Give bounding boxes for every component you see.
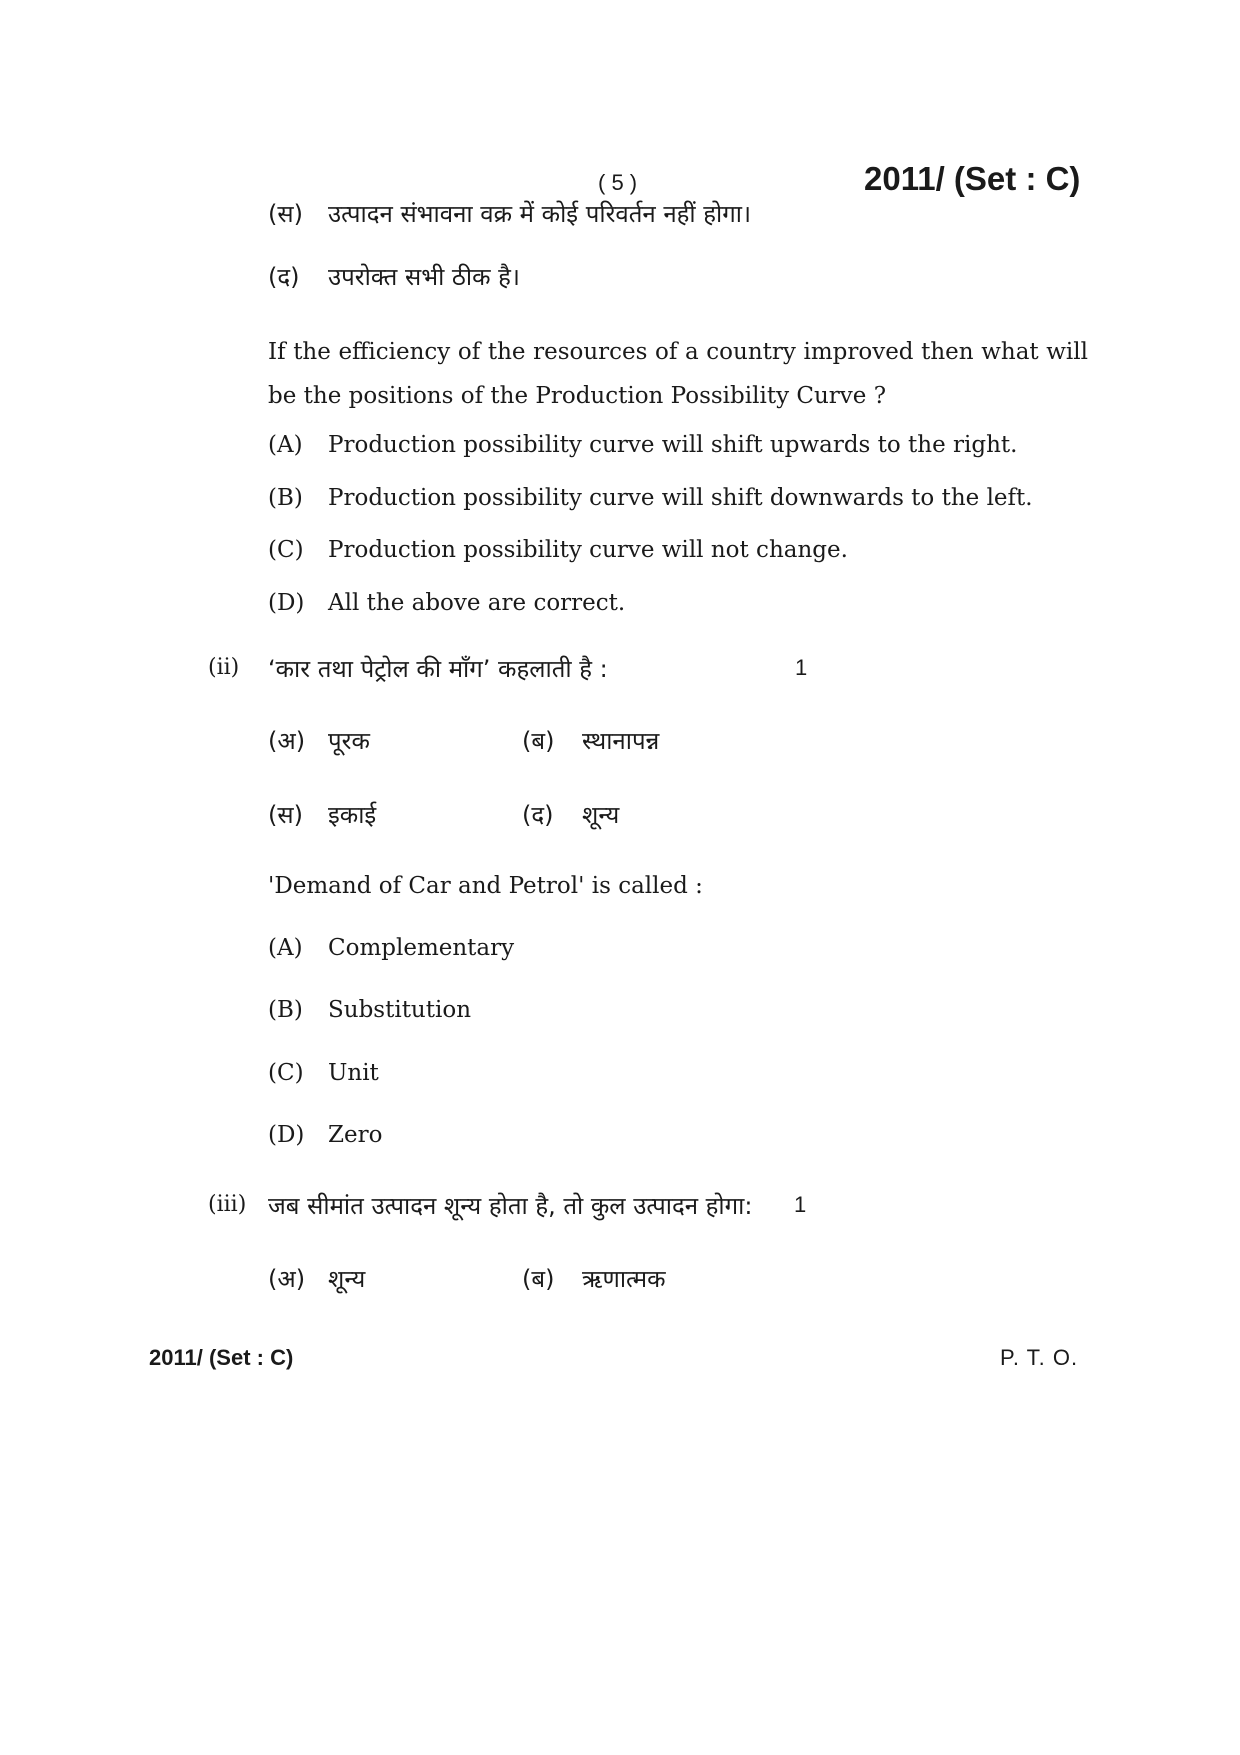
option-label: (B)	[268, 997, 303, 1023]
option-label: (द)	[522, 801, 554, 829]
option-label: (D)	[268, 590, 305, 616]
prev-english-option-c	[268, 537, 848, 563]
footer-pto: P. T. O.	[1000, 1345, 1079, 1370]
option-label: (A)	[268, 432, 303, 458]
prev-english-option-d	[268, 590, 625, 616]
option-text: ऋणात्मक	[582, 1265, 666, 1293]
option-text: Production possibility curve will shift upwards to the right.	[328, 432, 1018, 458]
question-iii-hindi-text: जब सीमांत उत्पादन शून्य होता है, तो कुल उत्पादन होगा:	[268, 1192, 753, 1220]
question-ii-english-option-b	[268, 997, 471, 1023]
option-text: Complementary	[328, 935, 515, 961]
footer-set-label: 2011/ (Set : C)	[149, 1345, 294, 1370]
option-text: Zero	[328, 1122, 383, 1148]
prev-english-question: If the efficiency of the resources of a country improved then what will be the positions of the Production Possibility Curve ?	[268, 339, 1088, 409]
option-text: पूरक	[328, 727, 370, 755]
question-iii-hindi-option-b	[522, 1262, 666, 1295]
question-ii-marks: 1	[795, 655, 808, 680]
question-ii-english-option-c	[268, 1060, 379, 1086]
option-text: All the above are correct.	[328, 590, 626, 616]
option-text: शून्य	[582, 801, 620, 829]
option-label: (ब)	[522, 727, 555, 755]
option-label: (स)	[268, 801, 303, 829]
option-label: (अ)	[268, 727, 306, 755]
question-iii-marks: 1	[794, 1192, 807, 1217]
question-iii-hindi-option-a	[268, 1262, 365, 1295]
option-text: शून्य	[328, 1265, 366, 1293]
question-ii-hindi-option-c	[268, 798, 376, 831]
prev-english-option-a	[268, 432, 1017, 458]
prev-english-option-b	[268, 485, 1033, 511]
option-label: (ब)	[522, 1265, 555, 1293]
question-number-iii: (iii)	[208, 1192, 247, 1217]
prev-hindi-option-d	[268, 260, 520, 293]
prev-hindi-option-c	[268, 197, 751, 230]
option-label: (C)	[268, 537, 304, 563]
option-text: Production possibility curve will shift downwards to the left.	[328, 485, 1033, 511]
paper-set-header: 2011/ (Set : C)	[864, 160, 1081, 197]
option-text: स्थानापन्न	[582, 727, 660, 755]
option-label: (द)	[268, 263, 300, 291]
question-ii-hindi-option-d	[522, 798, 619, 831]
question-ii-hindi-option-b	[522, 724, 659, 757]
question-ii-hindi-text: ‘कार तथा पेट्रोल की माँग’ कहलाती है :	[268, 655, 608, 683]
option-label: (A)	[268, 935, 303, 961]
option-text: Substitution	[328, 997, 472, 1023]
option-text: उपरोक्त सभी ठीक है।	[328, 263, 520, 291]
question-ii-english-option-a	[268, 935, 514, 961]
option-label: (C)	[268, 1060, 304, 1086]
question-ii-hindi-option-a	[268, 724, 370, 757]
option-label: (स)	[268, 200, 303, 228]
question-ii-english-option-d	[268, 1122, 382, 1148]
option-label: (D)	[268, 1122, 305, 1148]
option-label: (अ)	[268, 1265, 306, 1293]
option-label: (B)	[268, 485, 303, 511]
option-text: उत्पादन संभावना वक्र में कोई परिवर्तन नहीं होगा।	[328, 200, 752, 228]
page-number: ( 5 )	[598, 170, 638, 195]
question-number-ii: (ii)	[208, 655, 240, 680]
option-text: इकाई	[328, 801, 377, 829]
option-text: Production possibility curve will not change.	[328, 537, 848, 563]
question-ii-english-text: 'Demand of Car and Petrol' is called :	[268, 873, 703, 899]
option-text: Unit	[328, 1060, 379, 1086]
